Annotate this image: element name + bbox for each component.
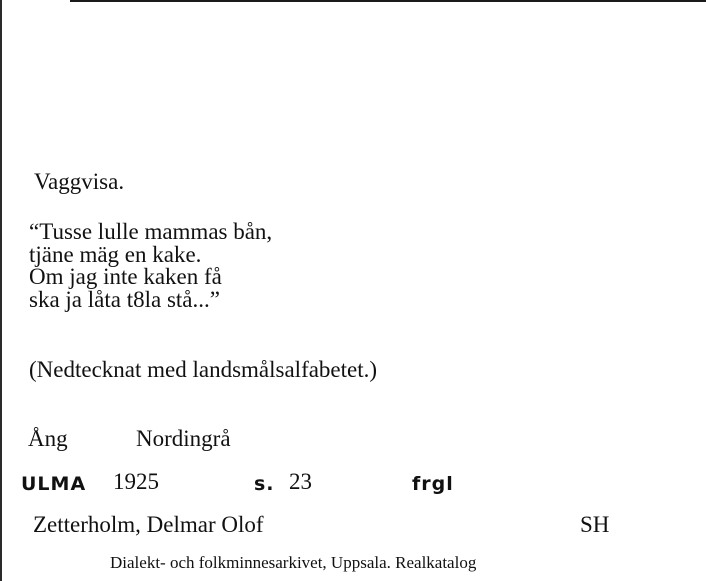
- place-name: Nordingrå: [136, 426, 231, 451]
- poem-text: [29, 221, 272, 311]
- ang-label: Ång: [28, 426, 68, 451]
- poem-line-3: Om jag inte kaken få: [29, 264, 222, 289]
- card-title: Vaggvisa.: [34, 169, 125, 194]
- transcription-note: (Nedtecknat med landsmålsalfabetet.): [29, 357, 378, 382]
- left-border-line: [0, 0, 2, 581]
- year: 1925: [113, 469, 159, 494]
- poem-line-1: “Tusse lulle mammas bån,: [29, 219, 273, 244]
- frgl-label: frgl: [412, 473, 454, 495]
- poem-line-2: tjäne mäg en kake.: [29, 241, 202, 267]
- archive-code: ULMA: [21, 473, 87, 495]
- page-number: 23: [289, 469, 312, 494]
- top-border-line: [70, 0, 706, 2]
- page-label: s.: [254, 473, 275, 495]
- poem-line-4: ska ja låta t8la stå...”: [29, 286, 220, 312]
- archive-footer: Dialekt- och folkminnesarkivet, Uppsala. Realkatalog: [110, 553, 477, 572]
- recorder-initials: SH: [580, 512, 610, 537]
- informant-name: Zetterholm, Delmar Olof: [33, 512, 264, 537]
